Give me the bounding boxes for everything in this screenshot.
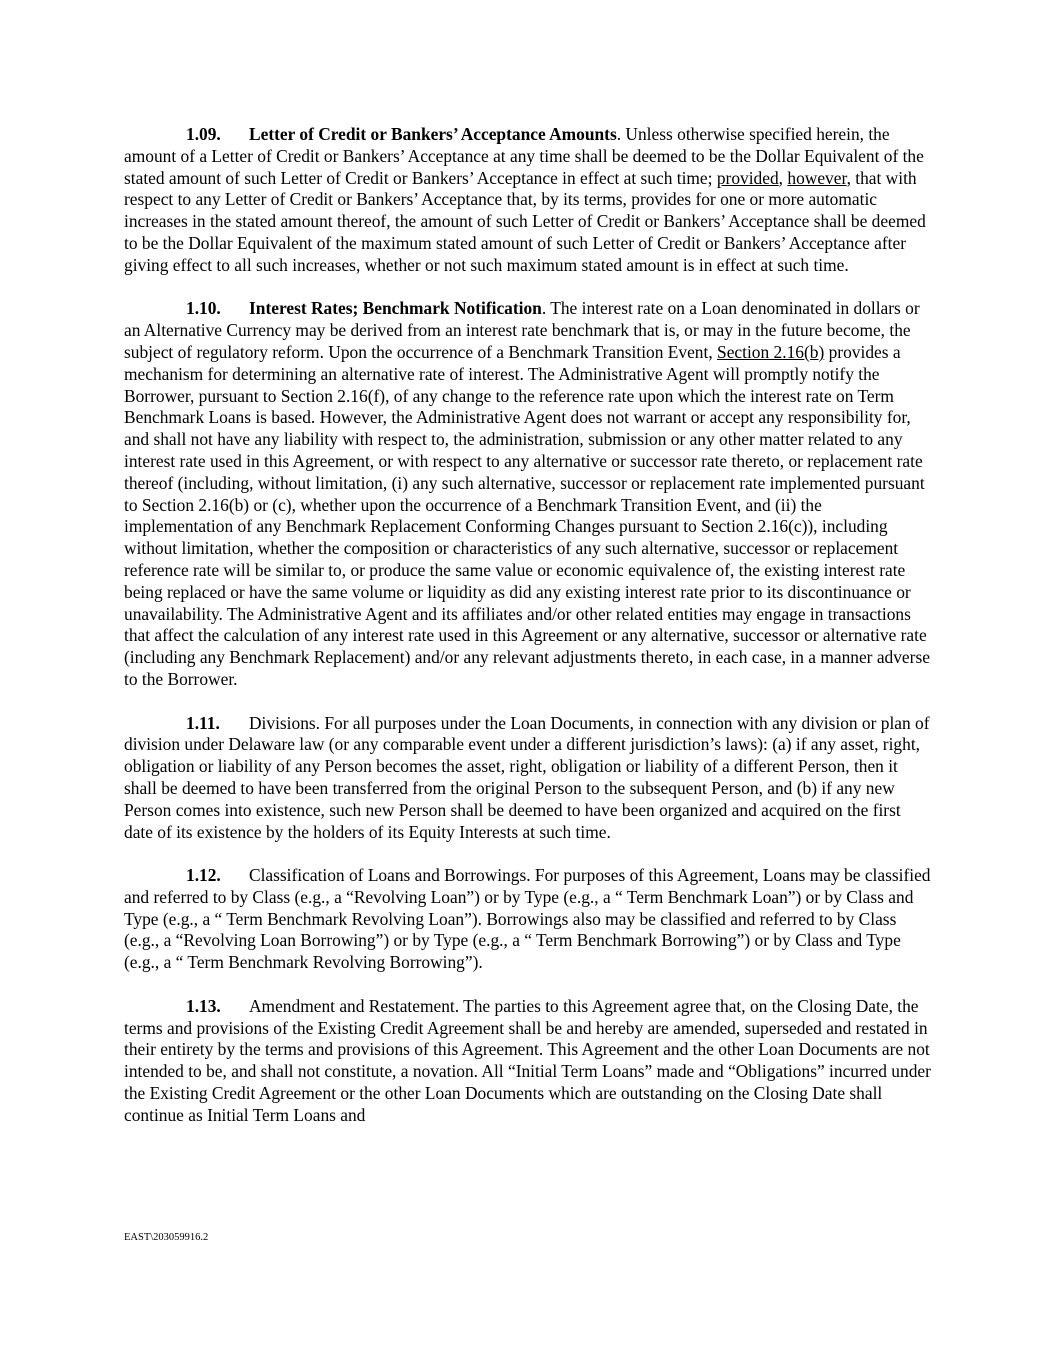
- section-text: Classification of Loans and Borrowings. For purposes of this Agreement, Loans may be classified and referred to by Class (e.g., a “Revolving Loan”) or by Type (e.g., a “ Term Benchmark Loan”) or by Class and Type (e.g., a “ Term Benchmark Revolving Loan”). Borrowings also may be classified and referred to by Class (e.g., a “Revolving Loan Borrowing”) or by Type (e.g., a “ Term Benchmark Borrowing”) or by Class and Type (e.g., a “ Term Benchmark Revolving Borrowing”).: [124, 865, 931, 973]
- section-heading: Letter of Credit or Bankers’ Acceptance Amounts: [249, 124, 617, 144]
- section-text: Amendment and Restatement. The parties to this Agreement agree that, on the Closing Date, the terms and provisions of the Existing Credit Agreement shall be and hereby are amended, superseded and restated in their entirety by the terms and provisions of this Agreement. This Agreement and the other Loan Documents are not intended to be, and shall not constitute, a novation. All “Initial Term Loans” made and “Obligations” incurred under the Existing Credit Agreement or the other Loan Documents which are outstanding on the Closing Date shall continue as Initial Term Loans and: [124, 995, 931, 1125]
- section-1-11: [124, 713, 932, 844]
- document-page: [124, 124, 932, 1148]
- section-text: . The interest rate on a Loan denominated in dollars or an Alternative Currency may be derived from an interest rate benchmark that is, or may in the future become, the subject of regulatory reform. Upon the occurrence of a Benchmark Transition Event,: [124, 298, 920, 362]
- section-number: 1.09.: [186, 124, 221, 144]
- section-1-10: [124, 298, 932, 690]
- section-text: , that with respect to any Letter of Credit or Bankers’ Acceptance that, by its terms, provides for one or more automatic increases in the stated amount thereof, the amount of such Letter of Credit or Bankers’ Acceptance shall be deemed to be the Dollar Equivalent of the maximum stated amount of such Letter of Credit or Bankers’ Acceptance after giving effect to all such increases, whether or not such maximum stated amount is in effect at such time.: [124, 167, 926, 275]
- section-number: 1.13.: [186, 995, 221, 1016]
- underlined-term: however: [787, 167, 847, 188]
- section-heading: Interest Rates; Benchmark Notification: [249, 298, 542, 319]
- section-text: Divisions. For all purposes under the Loan Documents, in connection with any division or plan of division under Delaware law (or any comparable event under a different jurisdiction’s laws): (a) if any asset, right, obligation or liability of any Person becomes the asset, right, obligation or liability of a different Person, then it shall be deemed to have been transferred from the original Person to the subsequent Person, and (b) if any new Person comes into existence, such new Person shall be deemed to have been organized and acquired on the first date of its existence by the holders of its Equity Interests at such time.: [124, 712, 930, 842]
- section-number: 1.11.: [186, 712, 220, 733]
- section-1-12: [124, 865, 932, 974]
- section-1-09: [124, 124, 932, 277]
- section-reference: Section 2.16(b): [717, 341, 825, 362]
- underlined-term: provided: [716, 167, 779, 188]
- section-number: 1.10.: [186, 298, 221, 319]
- document-footer-id: EAST\203059916.2: [124, 1232, 209, 1243]
- section-1-13: [124, 996, 932, 1127]
- section-number: 1.12.: [186, 865, 221, 886]
- section-text: provides a mechanism for determining an alternative rate of interest. The Administrative Agent will promptly notify the Borrower, pursuant to Section 2.16(f), of any change to the reference rate upon which the interest rate on Term Benchmark Loans is based. However, the Administrative Agent does not warrant or accept any responsibility for, and shall not have any liability with respect to, the administration, submission or any other matter related to any interest rate used in this Agreement, or with respect to any alternative or successor rate thereto, or replacement rate thereof (including, without limitation, (i) any such alternative, successor or replacement rate implemented pursuant to Section 2.16(b) or (c), whether upon the occurrence of a Benchmark Transition Event, and (ii) the implementation of any Benchmark Replacement Conforming Changes pursuant to Section 2.16(c)), including without limitation, whether the composition or characteristics of any such alternative, successor or replacement reference rate will be similar to, or produce the same value or economic equivalence of, the existing interest rate being replaced or have the same volume or liquidity as did any existing interest rate prior to its discontinuance or unavailability. The Administrative Agent and its affiliates and/or other related entities may engage in transactions that affect the calculation of any interest rate used in this Agreement or any alternative, successor or alternative rate (including any Benchmark Replacement) and/or any relevant adjustments thereto, in each case, in a manner adverse to the Borrower.: [124, 341, 930, 689]
- section-text: ,: [778, 167, 788, 188]
- section-text: . Unless otherwise specified herein, the amount of a Letter of Credit or Bankers’ Acceptance at any time shall be deemed to be the Dollar Equivalent of the stated amount of such Letter of Credit or Bankers’ Acceptance in effect at such time;: [124, 124, 924, 188]
